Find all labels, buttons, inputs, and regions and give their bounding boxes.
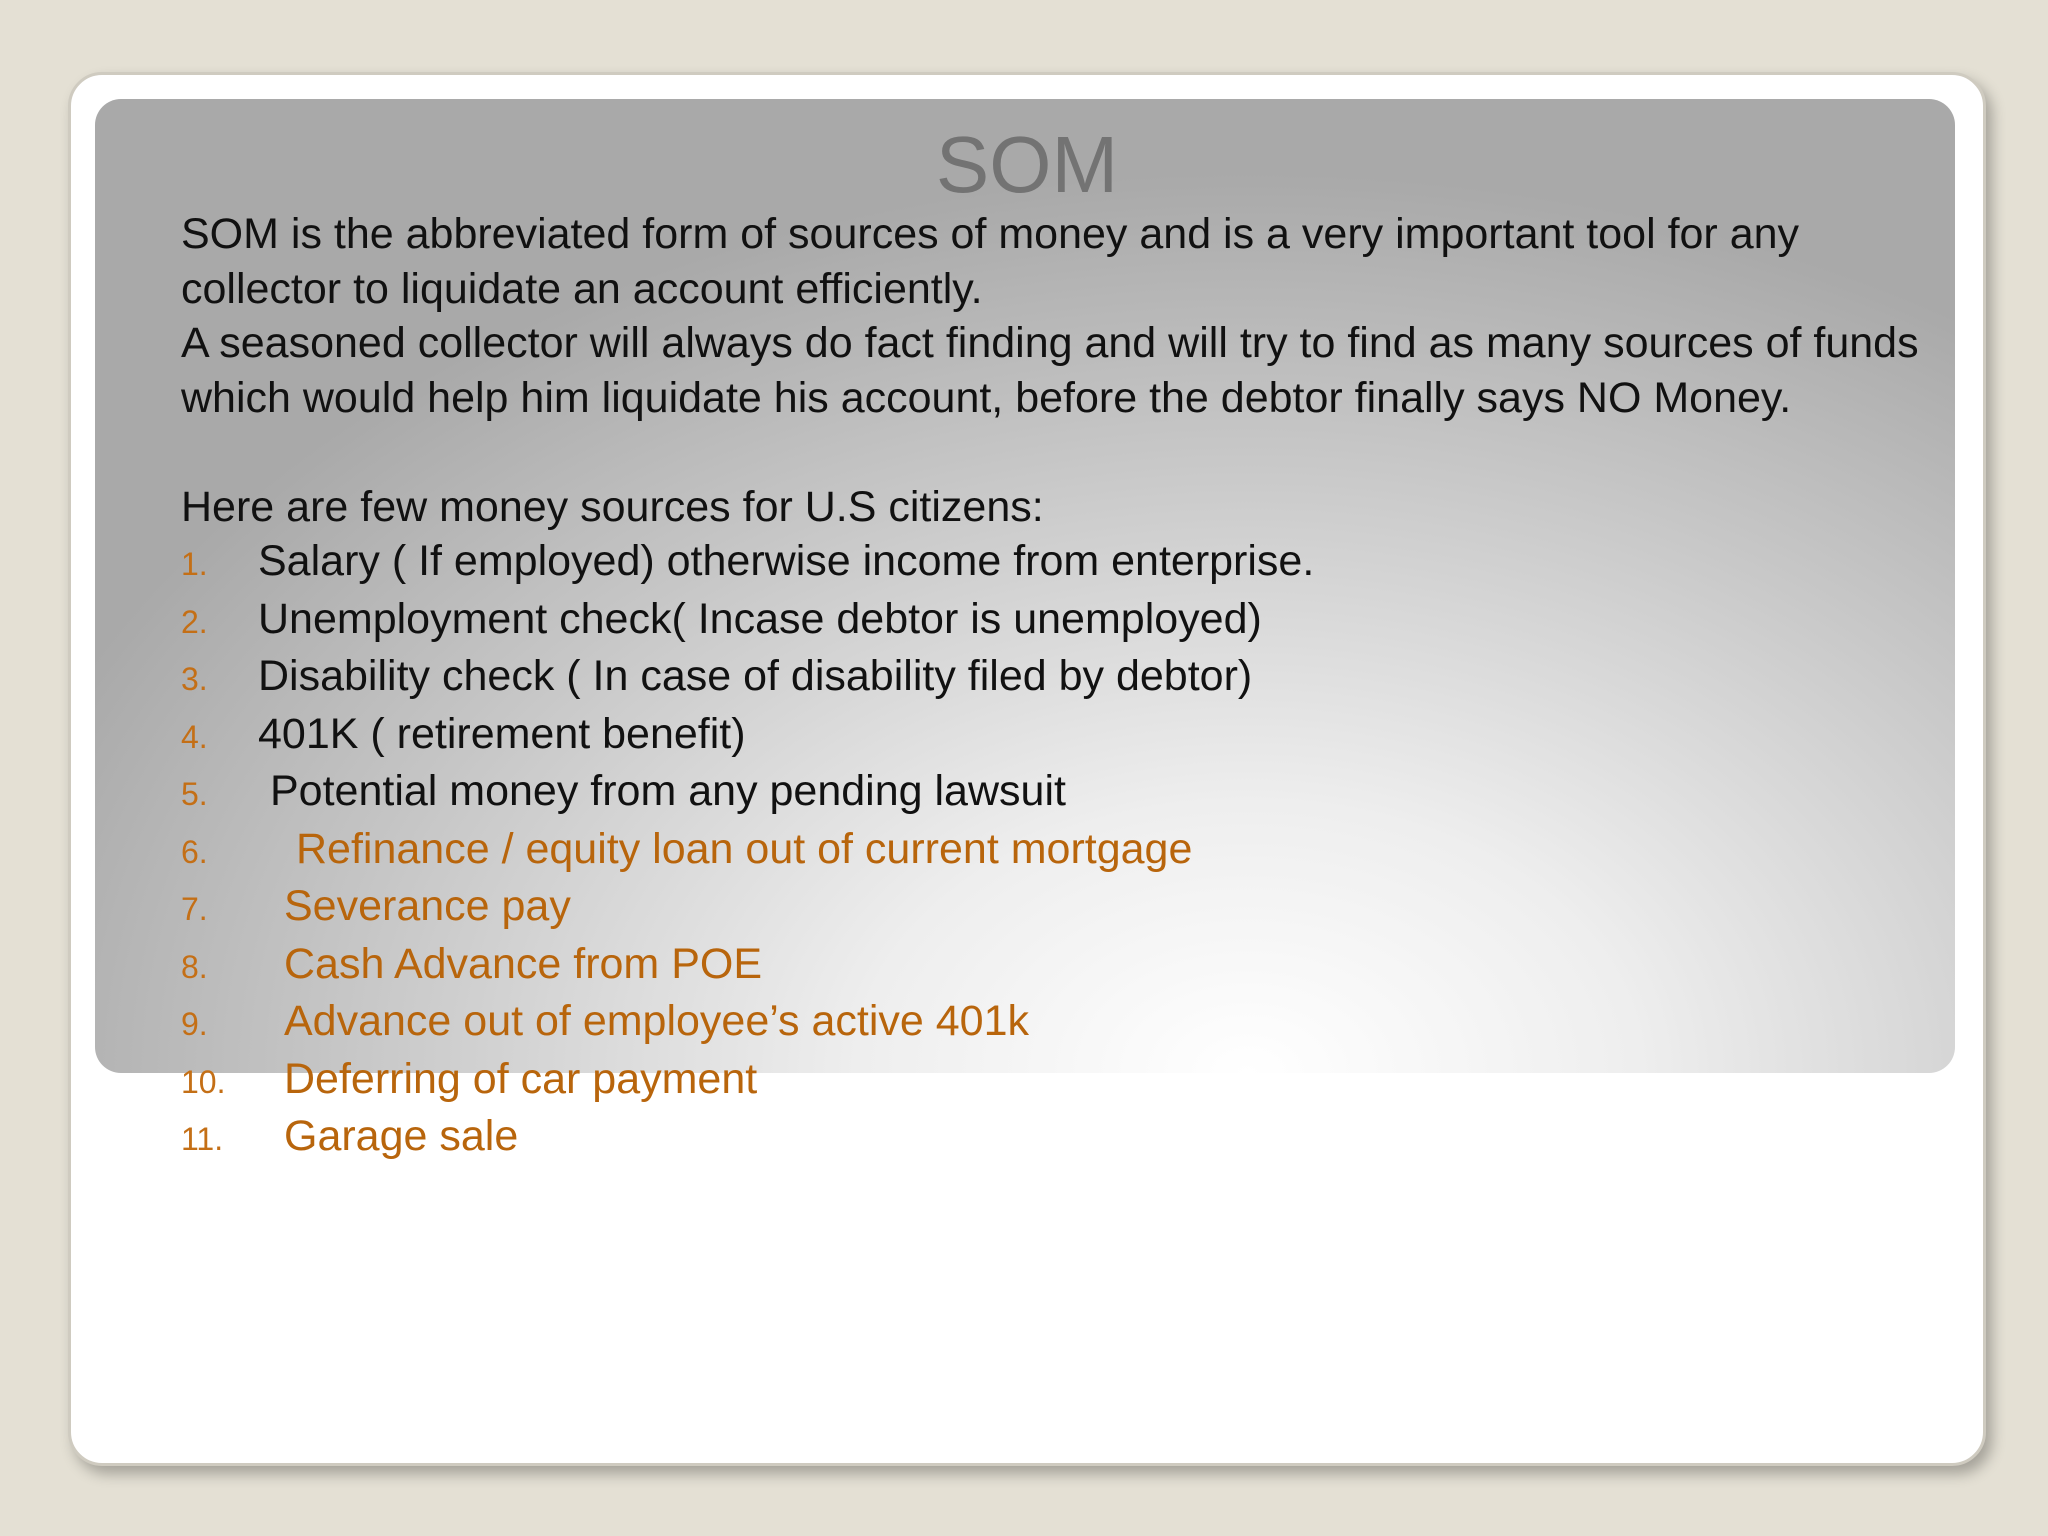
list-item-text: Disability check ( In case of disability filed by debtor) [258,652,1253,700]
list-number: 3. [181,661,208,697]
list-number: 2. [181,603,208,640]
list-item-text: Potential money from any pending lawsuit [270,767,1066,815]
paragraph-definition: SOM is the abbreviated form of sources of money and is a very important tool for any collector to liquidate an account efficiently. [181,210,1800,313]
list-item [181,764,1961,822]
list-item-text: Garage sale [284,1112,519,1160]
list-item-text: Unemployment check( Incase debtor is unemployed) [258,594,1262,643]
list-number: 1. [181,546,208,582]
list-number: 5. [181,776,208,812]
slide-title: SOM [935,120,1119,209]
slide [68,72,1986,1466]
list-item-text: Severance pay [284,882,571,930]
list-item [181,707,1961,765]
list-item-text: Salary ( If employed) otherwise income from enterprise. [258,537,1315,585]
list-item [181,649,1961,707]
list-number: 11. [181,1121,224,1157]
list-number: 4. [181,718,208,755]
list-item [181,937,1961,995]
list-item-text: Cash Advance from POE [284,939,762,988]
list-item [181,822,1961,880]
list-item-text: 401K ( retirement benefit) [258,709,746,758]
list-item-text: Advance out of employee’s active 401k [284,997,1030,1045]
list-number: 9. [181,1006,208,1042]
list-item [181,534,1961,592]
slide-body [181,207,1961,1167]
list-item [181,879,1961,937]
blank-line [181,425,1961,480]
money-sources-list [181,534,1961,1167]
list-number: 8. [181,948,208,985]
list-number: 6. [181,833,208,870]
list-number: 7. [181,891,208,927]
list-number: 10. [181,1063,226,1100]
list-item [181,1109,1961,1167]
list-item [181,994,1961,1052]
paragraph-fact-finding: A seasoned collector will always do fact finding and will try to find as many sources of funds which would help him liquidate his account, before the debtor finally says NO Money. [181,319,1919,422]
list-item [181,1052,1961,1110]
list-item [181,592,1961,650]
list-item-text: Refinance / equity loan out of current mortgage [296,824,1193,873]
list-item-text: Deferring of car payment [284,1054,758,1103]
list-intro: Here are few money sources for U.S citizens: [181,482,1044,531]
